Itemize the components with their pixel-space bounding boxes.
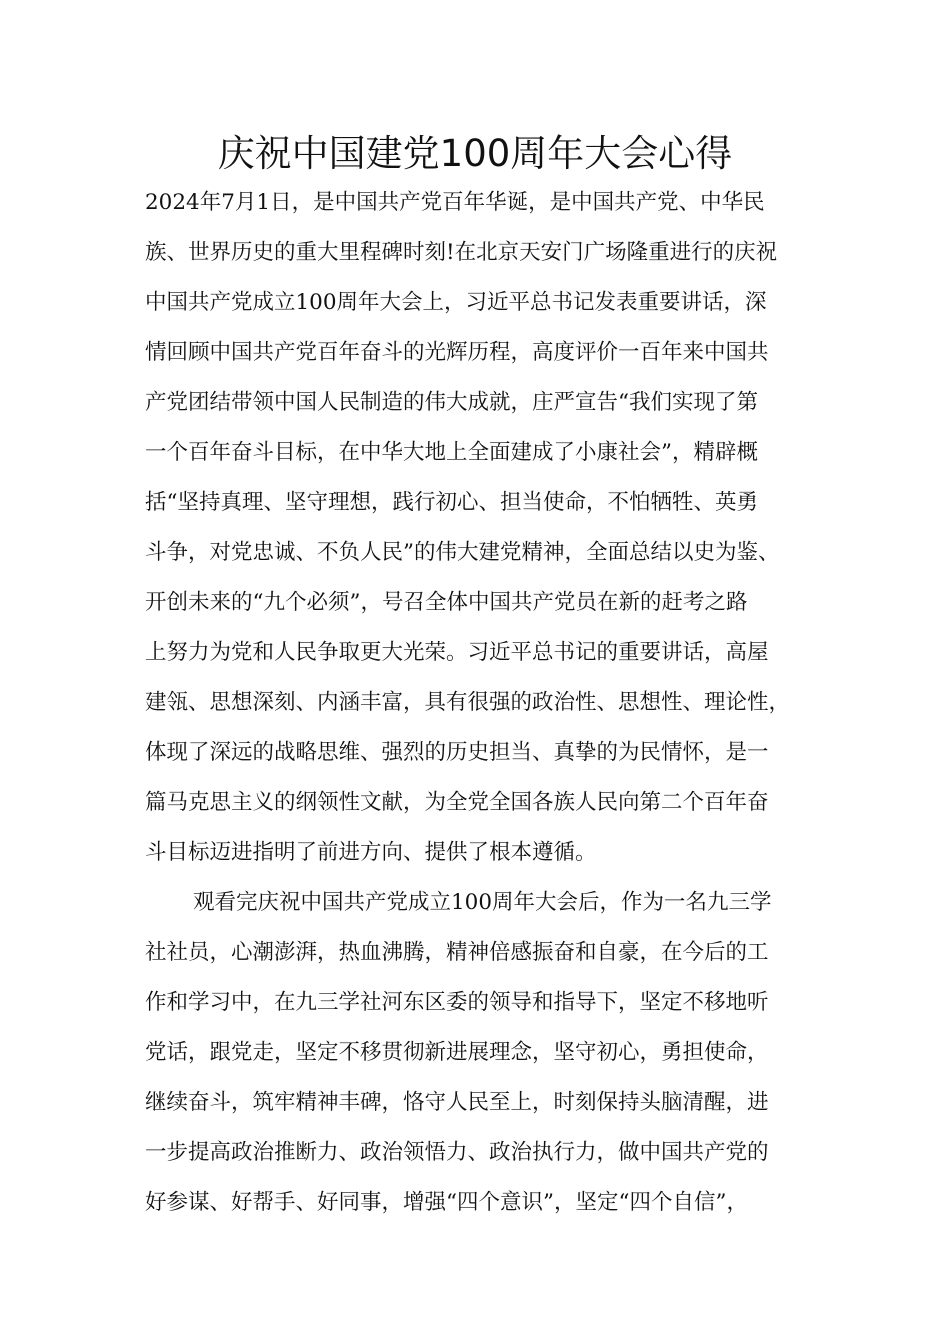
paragraph-line: 党话，跟党走，坚定不移贯彻新进展理念，坚守初心，勇担使命， [145,1040,769,1065]
paragraph-line: 篇马克思主义的纲领性文献，为全党全国各族人民向第二个百年奋 [145,790,769,815]
paragraph-1 [145,178,815,878]
paragraph-line: 2024年7月1日，是中国共产党百年华诞，是中国共产党、中华民 [145,190,765,215]
paragraph-line: 观看完庆祝中国共产党成立100周年大会后，作为一名九三学 [193,890,772,915]
document-title: 庆祝中国建党100周年大会心得 [217,132,733,175]
paragraph-line: 括“坚持真理、坚守理想，践行初心、担当使命，不怕牺牲、英勇 [145,490,758,515]
paragraph-line: 继续奋斗，筑牢精神丰碑，恪守人民至上，时刻保持头脑清醒，进 [145,1090,769,1115]
paragraph-line: 情回顾中国共产党百年奋斗的光辉历程，高度评价一百年来中国共 [145,340,769,365]
paragraph-line: 建瓴、思想深刻、内涵丰富，具有很强的政治性、思想性、理论性， [145,690,791,715]
paragraph-2 [145,878,815,1228]
paragraph-line: 上努力为党和人民争取更大光荣。习近平总书记的重要讲话，高屋 [145,640,769,665]
paragraph-line: 斗目标迈进指明了前进方向、提供了根本遵循。 [145,840,597,865]
paragraph-line: 产党团结带领中国人民制造的伟大成就，庄严宣告“我们实现了第 [145,390,758,415]
paragraph-line: 作和学习中，在九三学社河东区委的领导和指导下，坚定不移地听 [145,990,769,1015]
paragraph-line: 族、世界历史的重大里程碑时刻!在北京天安门广场隆重进行的庆祝 [145,240,778,265]
paragraph-line: 一个百年奋斗目标，在中华大地上全面建成了小康社会”，精辟概 [145,440,758,465]
paragraph-line: 斗争，对党忠诚、不负人民”的伟大建党精神，全面总结以史为鉴、 [145,540,780,565]
document-body [145,178,815,1228]
paragraph-line: 一步提高政治推断力、政治领悟力、政治执行力，做中国共产党的 [145,1140,769,1165]
paragraph-line: 好参谋、好帮手、好同事，增强“四个意识”，坚定“四个自信”， [145,1190,748,1215]
paragraph-line: 开创未来的“九个必须”，号召全体中国共产党员在新的赶考之路 [145,590,748,615]
paragraph-line: 体现了深远的战略思维、强烈的历史担当、真挚的为民情怀，是一 [145,740,769,765]
paragraph-line: 中国共产党成立100周年大会上，习近平总书记发表重要讲话，深 [145,290,767,315]
paragraph-line: 社社员，心潮澎湃，热血沸腾，精神倍感振奋和自豪，在今后的工 [145,940,769,965]
